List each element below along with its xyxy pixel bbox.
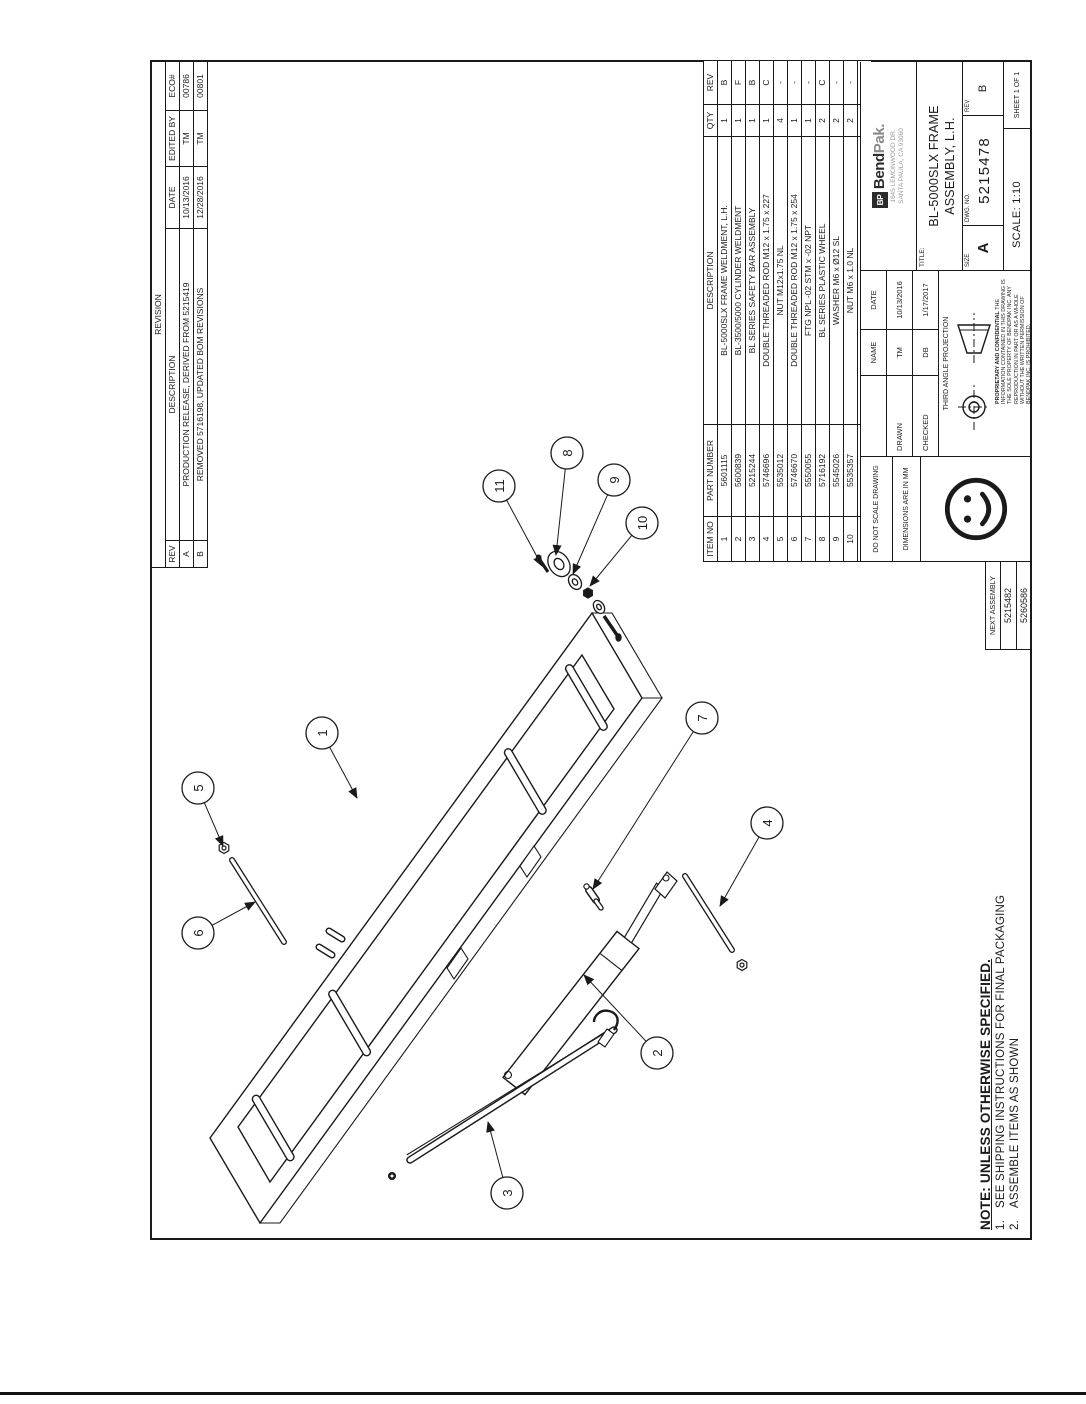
bom-row-description: WASHER M6 x Ø12 SL (830, 137, 844, 425)
balloon-leader-4 (720, 837, 759, 906)
next-assembly-row: 5215482 (1001, 562, 1017, 649)
bom-row-item: 9 (830, 517, 844, 561)
next-assembly-table (985, 562, 1030, 650)
notes-items (995, 710, 1021, 1230)
bom-row-rev: - (844, 61, 858, 105)
sheet-value: SHEET 1 OF 1 (1004, 62, 1030, 129)
balloon-number-2: 2 (650, 1049, 665, 1057)
revision-row-rev: A (179, 541, 193, 567)
frame-weldment-drawing (210, 613, 662, 1223)
dwg-no-label: DWG. NO. (965, 193, 971, 222)
balloon-leader-3 (488, 1122, 503, 1178)
dimensions-note: DIMENSIONS ARE IN MM (893, 457, 921, 561)
balloon-leader-8 (556, 469, 565, 555)
bom-row-item: 2 (732, 517, 746, 561)
signoff-drawn-name: TM (887, 330, 913, 376)
bendpak-logo-text (871, 124, 888, 189)
threaded-rods-drawing (219, 843, 747, 971)
bom-row (802, 61, 816, 561)
revision-row (193, 62, 207, 567)
bom-row-qty: 1 (718, 105, 732, 137)
bom-row-description: BL-3500/5000 CYLINDER WELDMENT (732, 137, 746, 425)
bom-row (844, 61, 858, 561)
revision-header-edited-by: EDITED BY (165, 111, 179, 167)
dwg-no-cell (963, 116, 1003, 226)
bom-row-qty: 4 (774, 105, 788, 137)
bom-row-description: DOUBLE THREADED ROD M12 x 1.75 x 227 (760, 137, 774, 425)
note-number: 2. (1009, 1220, 1021, 1230)
bom-row-description: FTG NPL -02 STM x -02 NPT (802, 137, 816, 425)
revision-table (152, 62, 208, 568)
title-label: TITLE: (919, 247, 926, 267)
revision-header-date: DATE (165, 167, 179, 229)
bom-row-description: NUT M6 x 1.0 NL (844, 137, 858, 425)
bom-row (732, 61, 746, 561)
bom-row-description: NUT M12x1.75 NL (774, 137, 788, 425)
balloon-leader-6 (212, 902, 255, 925)
revision-header-rev: REV (165, 541, 179, 567)
balloon-number-5: 5 (191, 784, 206, 792)
note-number: 1. (995, 1220, 1007, 1230)
balloon-number-11: 11 (492, 479, 507, 493)
balloon-callouts (182, 437, 783, 1209)
balloon-leader-7 (593, 731, 693, 889)
bom-row-part_number: 5545026 (830, 425, 844, 517)
address-line1: 1645 LEMONWOOD DR. (890, 129, 897, 203)
revision-row-edited_by: TM (193, 111, 207, 167)
bom-row-item: 1 (718, 517, 732, 561)
rev-value: B (977, 84, 989, 93)
size-dwg-rev-row (963, 62, 1004, 270)
bom-row-qty: 1 (760, 105, 774, 137)
bom-row (788, 61, 802, 561)
bom-row-part_number: 5600839 (732, 425, 746, 517)
revision-header-row (165, 62, 179, 567)
smiley-cell (921, 457, 1030, 561)
bom-row-part_number: 5550055 (802, 425, 816, 517)
projection-symbol-cell (954, 271, 994, 456)
balloon-number-10: 10 (635, 515, 650, 531)
bom-row-item: 7 (802, 517, 816, 561)
bom-row-description: BL-5000SLX FRAME WELDMENT, L.H. (718, 137, 732, 425)
signoff-blank (861, 376, 887, 456)
bom-row-description: BL SERIES PLASTIC WHEEL (816, 137, 830, 425)
bom-row-part_number: 5535012 (774, 425, 788, 517)
note-item (995, 710, 1007, 1230)
bom-row-qty: 1 (732, 105, 746, 137)
logo-bend: Bend (871, 153, 888, 190)
projection-label: THIRD ANGLE PROJECTION (943, 316, 950, 411)
next-assembly-header: NEXT ASSEMBLY (986, 562, 1001, 649)
bom-header-item: ITEM NO (704, 517, 718, 561)
bom-row (760, 61, 774, 561)
scale-value: SCALE: 1:10 (1011, 181, 1023, 248)
signoff-drawn-label: DRAWN (887, 376, 913, 456)
bom-header-part-number: PART NUMBER (704, 425, 718, 517)
balloon-number-8: 8 (560, 449, 575, 457)
bom-row-rev: C (760, 61, 774, 105)
bom-row (746, 61, 760, 561)
title-block-left-column (861, 457, 1030, 561)
bom-row (718, 61, 732, 561)
bom-row-item: 8 (816, 517, 830, 561)
bom-row (774, 61, 788, 561)
size-value: A (975, 242, 992, 254)
revision-row-eco: 00801 (193, 62, 207, 111)
balloon-number-4: 4 (760, 819, 775, 827)
drawing-title-line2: ASSEMBLY, L.H. (943, 117, 957, 215)
bom-rows (718, 61, 871, 561)
revision-row-date: 12/28/2016 (193, 167, 207, 229)
signoff-date-header: DATE (861, 271, 887, 330)
revision-header-eco: ECO# (165, 62, 179, 111)
note-text: ASSEMBLE ITEMS AS SHOWN (1009, 1037, 1021, 1208)
bom-row-qty: 1 (746, 105, 760, 137)
revision-row-rev: B (193, 541, 207, 567)
company-address (890, 128, 906, 204)
title-cell (917, 62, 963, 270)
title-block (860, 62, 1033, 562)
balloon-number-7: 7 (695, 714, 710, 722)
bom-row-rev: - (788, 61, 802, 105)
revision-row-edited_by: TM (179, 111, 193, 167)
balloon-leader-1 (330, 747, 357, 798)
proprietary-notice (994, 271, 1032, 456)
revision-row-description: REMOVED 5716198, UPDATED BOM REVISIONS (193, 229, 207, 541)
bom-row-part_number: 5215244 (746, 425, 760, 517)
bom-header-description: DESCRIPTION (704, 137, 718, 425)
bendpak-bp-icon: BP (872, 192, 888, 208)
revision-row-eco: 00786 (179, 62, 193, 111)
page-bottom-edge-line (0, 1392, 1086, 1395)
hydraulic-fitting-drawing (584, 884, 601, 908)
size-cell (963, 226, 1003, 270)
do-not-scale-note: DO NOT SCALE DRAWING (861, 457, 893, 561)
proprietary-heading: PROPRIETARY AND CONFIDENTIAL (995, 311, 1001, 404)
bom-row-item: 3 (746, 517, 760, 561)
bom-row-qty: 1 (788, 105, 802, 137)
logo-pak: Pak. (871, 123, 888, 154)
balloon-leader-5 (204, 803, 223, 846)
third-angle-projection-icon (954, 279, 994, 449)
bom-row-part_number: 5746670 (788, 425, 802, 517)
bom-row-qty: 2 (830, 105, 844, 137)
bom-header-rev: REV (704, 61, 718, 105)
note-item (1009, 710, 1021, 1230)
bom-row-part_number: 5716192 (816, 425, 830, 517)
rev-cell (963, 62, 1003, 116)
notes-block (978, 710, 1021, 1230)
bom-row-rev: - (830, 61, 844, 105)
signoff-drawn-date: 10/13/2016 (887, 271, 913, 330)
signoff-checked-name: DB (913, 330, 939, 376)
balloon-leader-11 (507, 500, 542, 566)
next-assembly-rows (1001, 562, 1032, 649)
bom-row-rev: - (774, 61, 788, 105)
bom-row (816, 61, 830, 561)
drawing-title (926, 62, 958, 270)
balloon-number-1: 1 (315, 729, 330, 737)
note-text: SEE SHIPPING INSTRUCTIONS FOR FINAL PACKAGING (995, 894, 1007, 1208)
notes-heading: NOTE: UNLESS OTHERWISE SPECIFIED. (978, 958, 993, 1230)
bom-row-description: BL SERIES SAFETY BAR ASSEMBLY (746, 137, 760, 425)
bom-header-qty: QTY (704, 105, 718, 137)
bom-row-item: 4 (760, 517, 774, 561)
proprietary-body: THE INFORMATION CONTAINED IN THIS DRAWING IS THE SOLE PROPERTY OF BENDPAK INC. ANY REPRODUCTION IN PART OR AS A WHOLE WITHOUT THE WRITTEN PERMISSION OF BENDPAK INC. IS PROHIBITED. (995, 279, 1033, 404)
bendpak-logo (871, 124, 888, 208)
revision-table-title: REVISION (153, 294, 163, 335)
address-line2: SANTA PAULA, CA 93060 (898, 128, 905, 204)
drawing-title-line1: BL-5000SLX FRAME (927, 105, 941, 227)
next-assembly-row: 5260586 (1019, 587, 1029, 624)
bom-row-item: 6 (788, 517, 802, 561)
balloon-number-3: 3 (500, 1189, 515, 1197)
bom-row-qty: 2 (844, 105, 858, 137)
bom-row-rev: - (802, 61, 816, 105)
bom-row-item: 10 (844, 517, 858, 561)
logo-cell (861, 62, 917, 270)
signoff-checked-label: CHECKED (913, 376, 939, 456)
bom-row-part_number: 5746696 (760, 425, 774, 517)
balloon-leader-9 (573, 495, 608, 574)
bom-row-item: 5 (774, 517, 788, 561)
bom-row-description: DOUBLE THREADED ROD M12 x 1.75 x 254 (788, 137, 802, 425)
bom-row-rev: F (732, 61, 746, 105)
revision-row-description: PRODUCTION RELEASE, DERIVED FROM 5215419 (179, 229, 193, 541)
revision-row-date: 10/13/2016 (179, 167, 193, 229)
bom-row (830, 61, 844, 561)
balloon-number-9: 9 (607, 476, 622, 484)
bom-row-qty: 1 (802, 105, 816, 137)
bom-header-row (704, 61, 718, 561)
revision-header-description: DESCRIPTION (165, 229, 179, 541)
scale-sheet-row (1004, 62, 1030, 270)
drawing-sheet (150, 60, 1032, 1240)
revision-row (179, 62, 193, 567)
bom-row-rev: B (718, 61, 732, 105)
rev-label: REV (965, 99, 971, 112)
revision-rows (179, 62, 207, 567)
title-block-middle-column (861, 271, 1033, 457)
size-label: SIZE (965, 253, 971, 267)
title-block-right-column (861, 62, 1030, 271)
bom-row-part_number: 5535357 (844, 425, 858, 517)
bom-row-rev: B (746, 61, 760, 105)
smiley-face-icon (942, 475, 1010, 543)
balloon-leader-10 (590, 535, 632, 586)
balloon-number-6: 6 (191, 929, 206, 937)
bom-row-qty: 2 (816, 105, 830, 137)
bom-row-part_number: 5601115 (718, 425, 732, 517)
signoff-name-header: NAME (861, 330, 887, 376)
bom-row-rev: C (816, 61, 830, 105)
signoff-checked-date: 1/17/2017 (913, 271, 939, 330)
bom-table (703, 61, 871, 562)
dwg-no-value: 5215478 (976, 137, 993, 204)
signoff-table (861, 271, 939, 456)
